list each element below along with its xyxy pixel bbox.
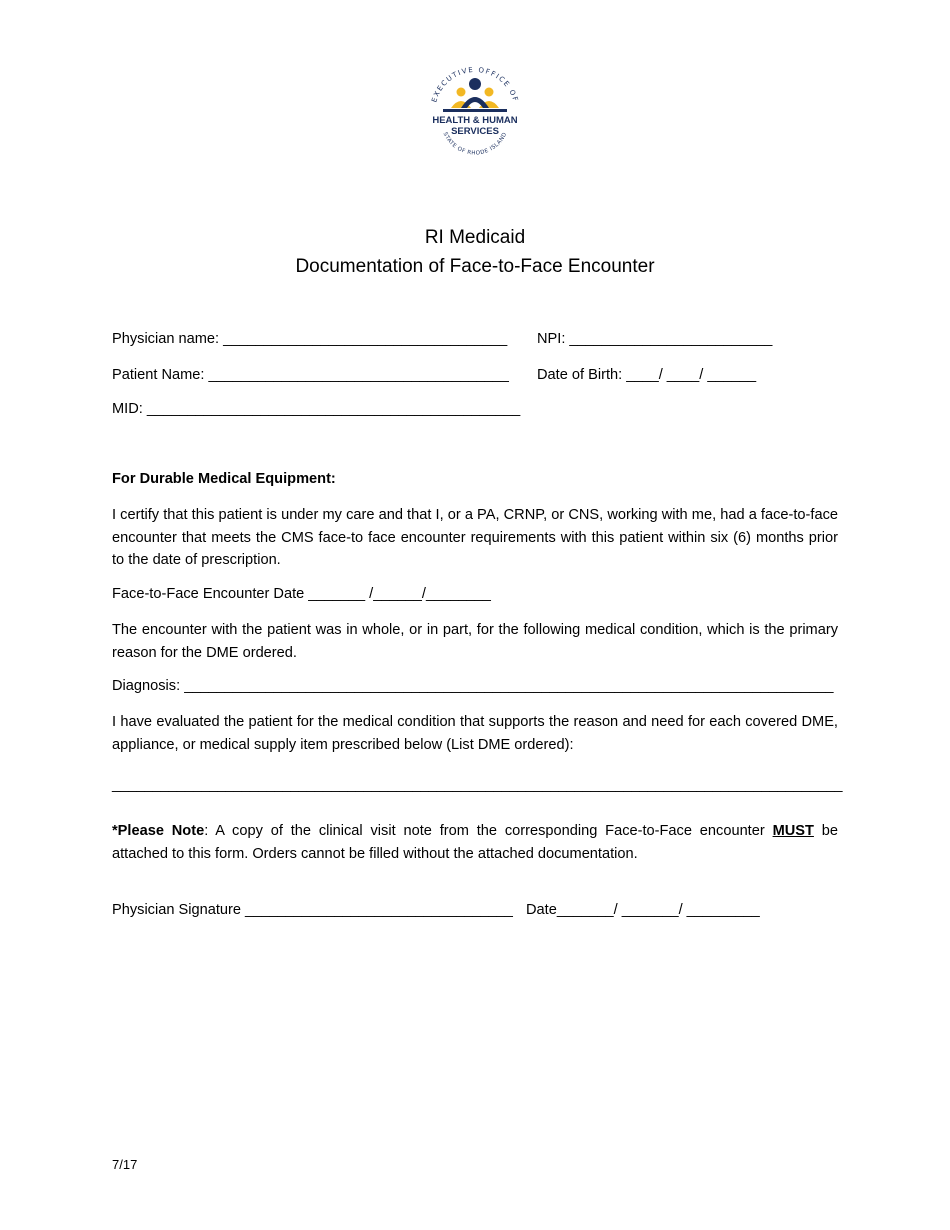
- form-revision-date: 7/17: [112, 1157, 138, 1172]
- condition-paragraph: The encounter with the patient was in whole, or in part, for the following medical condition, which is the primary reason for the DME ordered.: [112, 622, 838, 661]
- logo-line1: HEALTH & HUMAN: [432, 115, 518, 126]
- logo-line2: SERVICES: [451, 126, 499, 137]
- note-label: *Please Note: [112, 823, 205, 839]
- physician-signature-field[interactable]: Physician Signature _________________________________: [112, 902, 513, 918]
- date-of-birth-field[interactable]: Date of Birth: ____/ ____/ ______: [537, 367, 757, 383]
- form-subtitle: Documentation of Face-to-Face Encounter: [295, 256, 655, 277]
- encounter-date-field[interactable]: Face-to-Face Encounter Date _______ /______/________: [112, 586, 491, 602]
- please-note-paragraph: [112, 820, 838, 865]
- physician-name-field[interactable]: Physician name: ___________________________________: [112, 331, 508, 347]
- certification-paragraph: I certify that this patient is under my care and that I, or a PA, CRNP, or CNS, working with me, had a face-to-face encounter that meets the CMS face-to face encounter requirements with this patient within six (6) months prior to the date of prescription.: [112, 507, 838, 568]
- patient-name-field[interactable]: Patient Name: _____________________________________: [112, 367, 509, 383]
- dme-heading: For Durable Medical Equipment:: [112, 471, 336, 487]
- form-title: RI Medicaid: [424, 227, 526, 248]
- signature-date-field[interactable]: Date_______/ _______/ _________: [526, 902, 760, 918]
- ri-eohhs-logo: [421, 58, 529, 166]
- note-text-after: be attached to this form. Orders cannot be filled without the attached documentation.: [112, 823, 838, 862]
- evaluation-paragraph: I have evaluated the patient for the medical condition that supports the reason and need for each covered DME, appliance, or medical supply item prescribed below (List DME ordered):: [112, 714, 838, 753]
- logo-arc-bottom: STATE OF RHODE ISLAND: [441, 131, 509, 157]
- dme-ordered-field[interactable]: __________________________________________________________________________________________: [112, 777, 843, 793]
- logo-arc-top: EXECUTIVE OFFICE OF: [430, 65, 520, 104]
- mid-field[interactable]: MID: ______________________________________________: [112, 401, 521, 417]
- note-text-before: : A copy of the clinical visit note from the corresponding Face-to-Face encounter: [204, 823, 773, 839]
- note-must: MUST: [772, 823, 814, 839]
- npi-field[interactable]: NPI: _________________________: [537, 331, 773, 347]
- diagnosis-field[interactable]: Diagnosis: ________________________________________________________________________________: [112, 678, 834, 694]
